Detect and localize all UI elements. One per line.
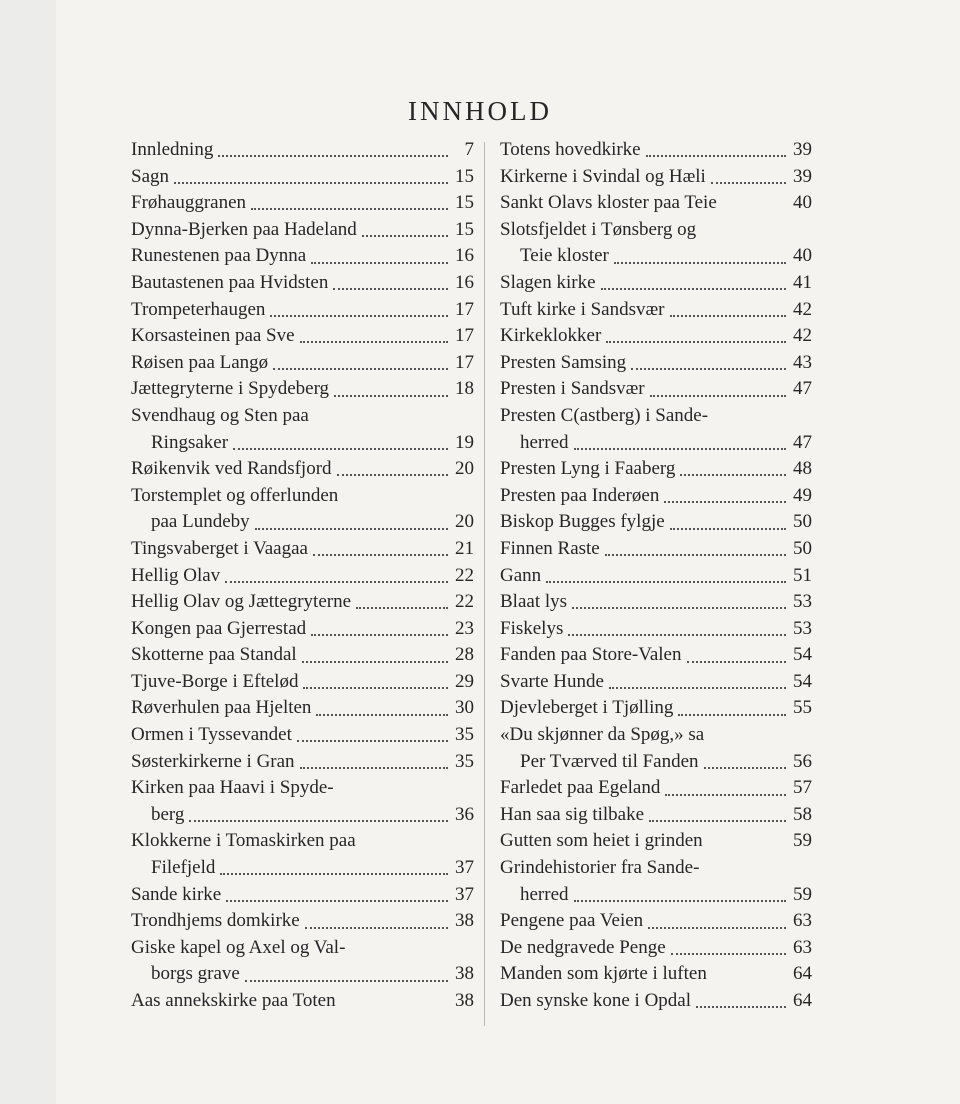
toc-entry-title: Røikenvik ved Randsfjord — [131, 458, 332, 480]
toc-entry-page: 55 — [793, 697, 812, 719]
toc-entry-title: Svendhaug og Sten paa — [131, 404, 309, 426]
toc-entry-page: 29 — [455, 670, 474, 692]
toc-entry-title: Røisen paa Langø — [131, 351, 269, 373]
toc-entry — [131, 961, 474, 988]
toc-entry-title: Giske kapel og Axel og Val- — [131, 936, 346, 958]
toc-entry — [131, 775, 474, 802]
dot-leader — [316, 706, 448, 716]
toc-entry — [131, 988, 474, 1015]
toc-entry — [500, 323, 812, 350]
toc-entry-page: 49 — [793, 484, 812, 506]
toc-entry-title: Presten Samsing — [500, 351, 627, 373]
toc-column-right — [500, 137, 812, 1015]
toc-entry-title: Fiskelys — [500, 617, 564, 639]
dot-leader — [302, 653, 448, 663]
dot-leader — [305, 919, 448, 929]
toc-entry-title: Djevleberget i Tjølling — [500, 697, 674, 719]
dot-leader — [313, 546, 448, 556]
toc-entry — [500, 456, 812, 483]
toc-entry-title: Sande kirke — [131, 883, 222, 905]
toc-entry-page: 20 — [455, 458, 474, 480]
dot-leader — [245, 972, 448, 982]
dot-leader — [189, 812, 448, 822]
toc-entry — [131, 749, 474, 776]
toc-entry-title: Innledning — [131, 139, 214, 160]
toc-entry-page: 19 — [455, 431, 474, 453]
dot-leader — [311, 254, 448, 264]
toc-entry-title: Gann — [500, 564, 542, 586]
toc-entry — [500, 749, 812, 776]
toc-entry — [131, 563, 474, 590]
toc-entry-title: De nedgravede Penge — [500, 936, 666, 958]
dot-leader — [665, 786, 786, 796]
toc-entry-title: «Du skjønner da Spøg,» sa — [500, 724, 705, 746]
page-title: INNHOLD — [408, 96, 552, 127]
dot-leader — [606, 333, 786, 343]
toc-entry-page: 43 — [793, 351, 812, 373]
toc-entry-title: Slagen kirke — [500, 271, 596, 293]
toc-entry-title: Sankt Olavs kloster paa Teie — [500, 192, 717, 214]
toc-entry — [131, 589, 474, 616]
toc-entry — [131, 243, 474, 270]
toc-entry — [500, 376, 812, 403]
toc-entry-title: herred — [520, 431, 569, 453]
toc-entry-page: 53 — [793, 617, 812, 639]
dot-leader — [343, 494, 448, 502]
toc-entry — [131, 509, 474, 536]
toc-entry — [131, 483, 474, 510]
toc-entry — [131, 908, 474, 935]
toc-entry — [500, 908, 812, 935]
toc-entry — [131, 164, 474, 191]
toc-entry-page: 54 — [793, 670, 812, 692]
toc-entry — [131, 270, 474, 297]
toc-entry — [500, 483, 812, 510]
toc-entry — [500, 589, 812, 616]
dot-leader — [574, 892, 786, 902]
toc-entry — [500, 137, 812, 164]
toc-entry-title: Ringsaker — [151, 431, 229, 453]
toc-entry-title: Teie kloster — [520, 245, 609, 267]
toc-entry-page: 47 — [793, 431, 812, 453]
toc-entry — [131, 217, 474, 244]
toc-entry-page: 20 — [455, 511, 474, 533]
dot-leader — [713, 414, 786, 422]
toc-entry-page: 15 — [455, 165, 474, 187]
dot-leader — [220, 865, 448, 875]
toc-entry-title: Aas annekskirke paa Toten — [131, 990, 336, 1011]
toc-entry — [500, 563, 812, 590]
toc-entry-page: 63 — [793, 910, 812, 932]
toc-entry — [131, 882, 474, 909]
toc-entry-page: 40 — [793, 192, 812, 214]
toc-entry-title: Kirkeklokker — [500, 325, 602, 347]
toc-entry — [500, 509, 812, 536]
toc-entry-title: Pengene paa Veien — [500, 910, 644, 932]
toc-entry-page: 40 — [793, 245, 812, 267]
toc-entry-page: 48 — [793, 458, 812, 480]
toc-entry — [500, 802, 812, 829]
toc-entry-page: 42 — [793, 325, 812, 347]
toc-entry-title: Frøhauggranen — [131, 192, 247, 214]
toc-entry-title: Runestenen paa Dynna — [131, 245, 307, 267]
toc-entry-title: Hellig Olav og Jættegryterne — [131, 591, 352, 613]
toc-entry — [131, 297, 474, 324]
toc-entry — [131, 137, 474, 164]
toc-entry-title: Tuft kirke i Sandsvær — [500, 298, 665, 320]
toc-entry-page: 47 — [793, 378, 812, 400]
toc-entry — [131, 403, 474, 430]
dot-leader — [574, 440, 786, 450]
toc-entry-title: Finnen Raste — [500, 537, 600, 559]
toc-entry — [500, 403, 812, 430]
toc-entry — [500, 722, 812, 749]
dot-leader — [356, 599, 448, 609]
toc-entry — [500, 217, 812, 244]
toc-entry-title: Svarte Hunde — [500, 670, 604, 692]
dot-leader — [337, 466, 448, 476]
dot-leader — [696, 998, 786, 1008]
dot-leader — [678, 706, 786, 716]
toc-entry-title: Presten paa Inderøen — [500, 484, 660, 506]
toc-entry-page: 59 — [793, 883, 812, 905]
toc-entry-page: 7 — [464, 139, 474, 160]
toc-entry — [500, 270, 812, 297]
toc-entry-page: 41 — [793, 271, 812, 293]
dot-leader — [233, 440, 448, 450]
toc-entry-page: 51 — [793, 564, 812, 586]
toc-entry-page: 42 — [793, 298, 812, 320]
toc-entry-title: Gutten som heiet i grinden — [500, 830, 703, 852]
toc-entry — [131, 855, 474, 882]
toc-entry-title: Tjuve-Borge i Eftelød — [131, 670, 299, 692]
toc-entry-page: 56 — [793, 750, 812, 772]
toc-entry — [500, 430, 812, 457]
toc-entry-title: Kirken paa Haavi i Spyde- — [131, 777, 334, 799]
toc-entry — [500, 642, 812, 669]
dot-leader — [670, 307, 786, 317]
dot-leader — [226, 892, 448, 902]
dot-leader — [614, 254, 786, 264]
toc-entry-page: 36 — [455, 803, 474, 825]
dot-leader — [680, 466, 786, 476]
dot-leader — [722, 201, 786, 209]
dot-leader — [568, 626, 786, 636]
dot-leader — [708, 840, 786, 848]
dot-leader — [687, 653, 787, 663]
dot-leader — [609, 679, 786, 689]
toc-entry-title: Manden som kjørte i luften — [500, 963, 707, 985]
toc-entry-page: 17 — [455, 298, 474, 320]
dot-leader — [334, 387, 448, 397]
toc-entry-page: 53 — [793, 591, 812, 613]
toc-entry-page: 38 — [455, 990, 474, 1011]
dot-leader — [650, 387, 786, 397]
toc-entry-title: Grindehistorier fra Sande- — [500, 857, 700, 879]
toc-entry-title: Trompeterhaugen — [131, 298, 266, 320]
dot-leader — [605, 546, 786, 556]
toc-entry-title: Fanden paa Store-Valen — [500, 644, 682, 666]
toc-entry-title: Presten Lyng i Faaberg — [500, 458, 676, 480]
toc-entry-title: Blaat lys — [500, 591, 568, 613]
dot-leader — [218, 147, 448, 157]
toc-entry — [131, 695, 474, 722]
toc-entry-page: 22 — [455, 591, 474, 613]
toc-entry-title: Bautastenen paa Hvidsten — [131, 271, 329, 293]
toc-entry-page: 39 — [793, 165, 812, 187]
toc-entry — [500, 243, 812, 270]
toc-entry — [500, 828, 812, 855]
dot-leader — [601, 280, 786, 290]
dot-leader — [300, 759, 448, 769]
toc-entry-page: 17 — [455, 351, 474, 373]
toc-entry-title: Filefjeld — [151, 857, 216, 879]
dot-leader — [646, 147, 786, 157]
toc-entry-title: Kongen paa Gjerrestad — [131, 617, 307, 639]
toc-entry-title: Kirkerne i Svindal og Hæli — [500, 165, 706, 187]
dot-leader — [300, 333, 448, 343]
toc-entry-page: 54 — [793, 644, 812, 666]
toc-entry-title: herred — [520, 883, 569, 905]
toc-entry — [131, 669, 474, 696]
dot-leader — [350, 946, 448, 954]
toc-entry-title: Sagn — [131, 165, 169, 187]
toc-entry-title: Han saa sig tilbake — [500, 803, 645, 825]
toc-entry-title: Tingsvaberget i Vaagaa — [131, 537, 308, 559]
toc-entry — [500, 669, 812, 696]
toc-entry-page: 37 — [455, 857, 474, 879]
toc-entry — [500, 988, 812, 1015]
toc-entry-page: 58 — [793, 803, 812, 825]
dot-leader — [314, 414, 448, 422]
column-divider — [484, 142, 485, 1026]
toc-entry — [500, 961, 812, 988]
toc-entry — [500, 616, 812, 643]
toc-entry — [131, 350, 474, 377]
toc-entry-page: 15 — [455, 192, 474, 214]
dot-leader — [225, 573, 448, 583]
dot-leader — [704, 866, 786, 874]
dot-leader — [303, 679, 448, 689]
toc-entry — [131, 616, 474, 643]
dot-leader — [333, 280, 448, 290]
toc-entry-page: 28 — [455, 644, 474, 666]
toc-entry-page: 35 — [455, 724, 474, 746]
toc-entry-page: 18 — [455, 378, 474, 400]
toc-entry — [500, 775, 812, 802]
toc-entry-page: 64 — [793, 963, 812, 985]
dot-leader — [311, 626, 448, 636]
dot-leader — [631, 360, 786, 370]
toc-entry — [500, 536, 812, 563]
toc-entry-title: Trondhjems domkirke — [131, 910, 300, 932]
toc-entry-page: 63 — [793, 936, 812, 958]
toc-entry-title: Korsasteinen paa Sve — [131, 325, 295, 347]
toc-entry-page: 22 — [455, 564, 474, 586]
toc-entry — [500, 855, 812, 882]
toc-entry-page: 39 — [793, 139, 812, 160]
toc-entry — [500, 350, 812, 377]
dot-leader — [671, 945, 786, 955]
toc-entry-page: 15 — [455, 218, 474, 240]
toc-entry-title: paa Lundeby — [151, 511, 250, 533]
toc-entry-page: 23 — [455, 617, 474, 639]
toc-entry — [131, 722, 474, 749]
dot-leader — [546, 573, 786, 583]
toc-entry-title: Torstemplet og offerlunden — [131, 484, 339, 506]
toc-entry — [131, 456, 474, 483]
dot-leader — [362, 227, 448, 237]
toc-entry-page: 59 — [793, 830, 812, 852]
toc-entry-page: 37 — [455, 883, 474, 905]
toc-entry-page: 35 — [455, 750, 474, 772]
toc-entry-title: Hellig Olav — [131, 564, 221, 586]
toc-entry-page: 38 — [455, 963, 474, 985]
toc-entry-page: 21 — [455, 537, 474, 559]
toc-entry — [131, 802, 474, 829]
dot-leader — [711, 174, 786, 184]
toc-entry-title: berg — [151, 803, 185, 825]
dot-leader — [701, 228, 786, 236]
toc-entry — [131, 642, 474, 669]
toc-entry — [131, 190, 474, 217]
dot-leader — [664, 493, 786, 503]
dot-leader — [572, 599, 786, 609]
toc-entry-title: Biskop Bugges fylgje — [500, 511, 665, 533]
dot-leader — [709, 733, 786, 741]
toc-entry-page: 30 — [455, 697, 474, 719]
dot-leader — [648, 919, 786, 929]
toc-entry — [131, 536, 474, 563]
toc-entry-title: Presten C(astberg) i Sande- — [500, 404, 709, 426]
dot-leader — [251, 200, 448, 210]
dot-leader — [712, 973, 786, 981]
toc-entry-page: 50 — [793, 537, 812, 559]
toc-entry-title: borgs grave — [151, 963, 240, 985]
dot-leader — [704, 759, 786, 769]
toc-entry — [131, 323, 474, 350]
toc-entry-title: Den synske kone i Opdal — [500, 990, 692, 1011]
toc-entry — [500, 882, 812, 909]
dot-leader — [361, 840, 448, 848]
toc-entry — [131, 430, 474, 457]
toc-entry-title: Røverhulen paa Hjelten — [131, 697, 312, 719]
toc-entry-page: 16 — [455, 271, 474, 293]
toc-entry-page: 50 — [793, 511, 812, 533]
toc-entry-title: Dynna-Bjerken paa Hadeland — [131, 218, 357, 240]
toc-entry — [500, 935, 812, 962]
toc-entry-page: 16 — [455, 245, 474, 267]
toc-entry — [131, 828, 474, 855]
toc-entry — [500, 297, 812, 324]
toc-entry-title: Per Tværved til Fanden — [520, 750, 699, 772]
dot-leader — [649, 812, 786, 822]
toc-entry-page: 17 — [455, 325, 474, 347]
toc-entry — [500, 164, 812, 191]
dot-leader — [174, 174, 448, 184]
toc-entry-page: 64 — [793, 990, 812, 1011]
toc-entry-title: Slotsfjeldet i Tønsberg og — [500, 218, 697, 240]
toc-entry-title: Klokkerne i Tomaskirken paa — [131, 830, 356, 852]
toc-entry — [500, 695, 812, 722]
dot-leader — [670, 520, 786, 530]
toc-entry-title: Presten i Sandsvær — [500, 378, 645, 400]
toc-entry-page: 38 — [455, 910, 474, 932]
toc-entry-title: Søsterkirkerne i Gran — [131, 750, 295, 772]
toc-entry-title: Ormen i Tyssevandet — [131, 724, 292, 746]
toc-entry-title: Skotterne paa Standal — [131, 644, 297, 666]
dot-leader — [273, 360, 448, 370]
dot-leader — [339, 787, 448, 795]
toc-entry-title: Jættegryterne i Spydeberg — [131, 378, 330, 400]
toc-entry — [131, 935, 474, 962]
toc-entry — [500, 190, 812, 217]
dot-leader — [297, 732, 448, 742]
toc-entry — [131, 376, 474, 403]
toc-entry-page: 57 — [793, 777, 812, 799]
dot-leader — [270, 307, 448, 317]
toc-entry-title: Totens hovedkirke — [500, 139, 641, 160]
dot-leader — [341, 999, 448, 1007]
toc-column-left — [131, 137, 474, 1015]
dot-leader — [255, 520, 448, 530]
toc-entry-title: Farledet paa Egeland — [500, 777, 661, 799]
